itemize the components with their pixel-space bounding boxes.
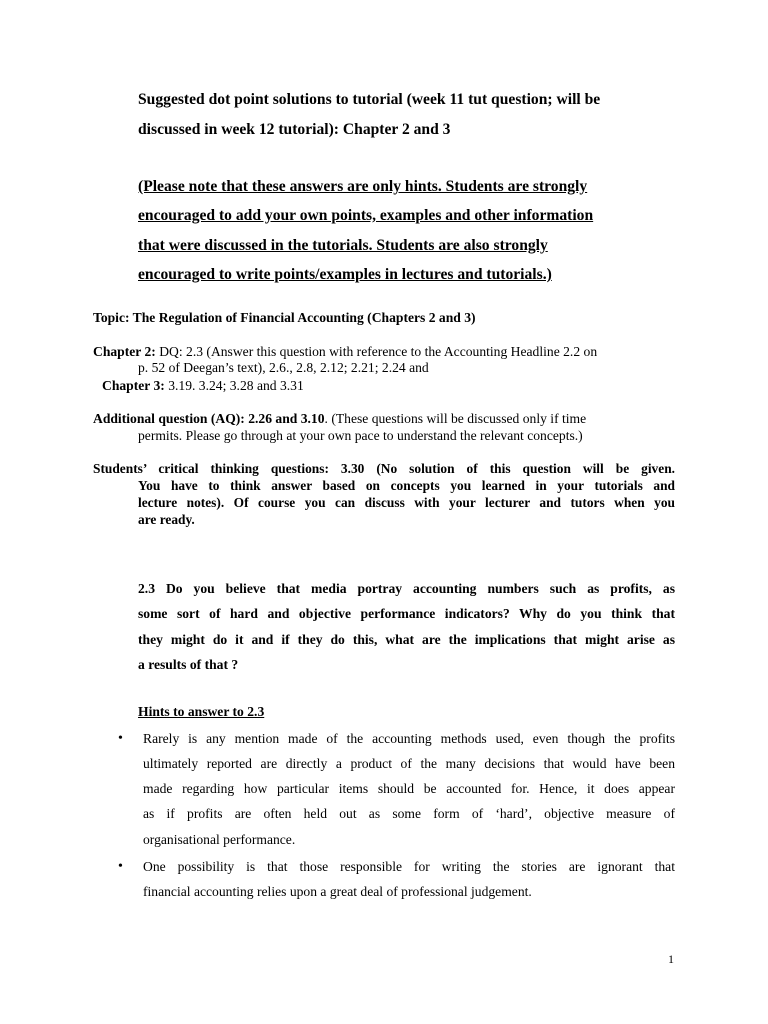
- question-2-3-line-3: they might do it and if they do this, what are the implications that might arise as: [138, 632, 675, 647]
- hint-bullet-1-line-3: made regarding how particular items should be accounted for. Hence, it does appear: [143, 781, 675, 796]
- bullet-icon: •: [118, 731, 123, 746]
- question-2-3-line-2: some sort of hard and objective performance indicators? Why do you think that: [138, 606, 675, 621]
- question-2-3-line-4: a results of that ?: [138, 657, 239, 672]
- topic-heading: Topic: The Regulation of Financial Accounting (Chapters 2 and 3): [93, 310, 476, 325]
- document-title-line-1: Suggested dot point solutions to tutorial (week 11 tut question; will be: [138, 91, 601, 108]
- critical-thinking-line-4: are ready.: [138, 512, 195, 527]
- critical-thinking-line-2: You have to think answer based on concepts you learned in your tutorials and: [138, 478, 675, 493]
- chapter-3-label: Chapter 3:: [102, 378, 165, 393]
- hint-note-line-2: encouraged to add your own points, examples and other information: [138, 207, 594, 224]
- hint-bullet-1-line-2: ultimately reported are directly a product of the many decisions that would have been: [143, 756, 675, 771]
- hint-bullet-2-line-2: financial accounting relies upon a great deal of professional judgement.: [143, 884, 532, 899]
- hints-heading: Hints to answer to 2.3: [138, 704, 265, 719]
- chapter-2-line-1: [93, 343, 597, 360]
- additional-question-label: Additional question (AQ): 2.26 and 3.10: [93, 411, 325, 426]
- additional-question-line-2: permits. Please go through at your own pace to understand the relevant concepts.): [138, 428, 583, 443]
- additional-question-text: . (These questions will be discussed only if time: [324, 411, 587, 426]
- document-title-line-2: discussed in week 12 tutorial): Chapter 2 and 3: [138, 121, 451, 138]
- chapter-3-line: [102, 377, 304, 394]
- hint-bullet-2-line-1: One possibility is that those responsible for writing the stories are ignorant that: [143, 859, 675, 874]
- hint-note-line-3: that were discussed in the tutorials. Students are also strongly: [138, 237, 548, 254]
- critical-thinking-line-1: Students’ critical thinking questions: 3.30 (No solution of this question will be given.: [93, 461, 675, 476]
- additional-question-line-1: [93, 410, 586, 427]
- hint-note-line-1: (Please note that these answers are only hints. Students are strongly: [138, 178, 588, 195]
- question-2-3-line-1: 2.3 Do you believe that media portray accounting numbers such as profits, as: [138, 581, 675, 596]
- hint-bullet-1-line-1: Rarely is any mention made of the accounting methods used, even though the profits: [143, 731, 675, 746]
- chapter-3-text: 3.19. 3.24; 3.28 and 3.31: [164, 378, 304, 393]
- chapter-2-line-2: p. 52 of Deegan’s text), 2.6., 2.8, 2.12; 2.21; 2.24 and: [138, 360, 429, 375]
- chapter-2-label: Chapter 2:: [93, 344, 156, 359]
- hint-note-line-4: encouraged to write points/examples in lectures and tutorials.): [138, 266, 552, 283]
- chapter-2-text: DQ: 2.3 (Answer this question with reference to the Accounting Headline 2.2 on: [155, 344, 598, 359]
- hint-bullet-1-line-5: organisational performance.: [143, 832, 296, 847]
- page-number: 1: [668, 952, 674, 966]
- critical-thinking-line-3: lecture notes). Of course you can discuss with your lecturer and tutors when you: [138, 495, 675, 510]
- bullet-icon: •: [118, 859, 123, 874]
- hint-bullet-1-line-4: as if profits are often held out as some form of ‘hard’, objective measure of: [143, 806, 675, 821]
